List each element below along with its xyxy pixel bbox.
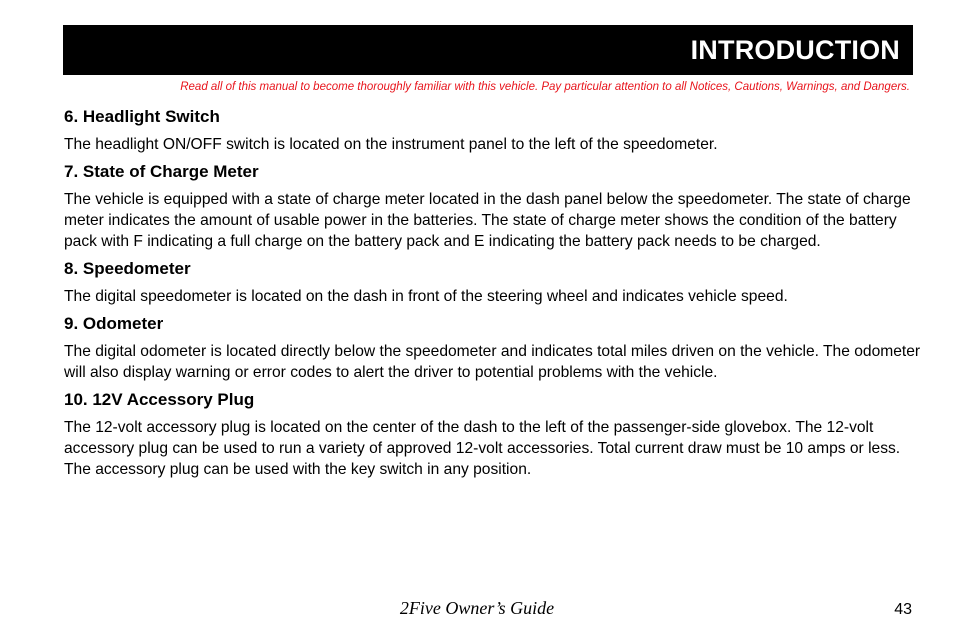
section-heading: 6. Headlight Switch (64, 107, 220, 126)
page-title: INTRODUCTION (690, 35, 900, 65)
section-body: The vehicle is equipped with a state of charge meter located in the dash panel below the speedometer. The state of charge meter indicates the amount of usable power in the batteries. The state of charge meter shows the condition of the battery pack with F indicating a full charge on the battery pack and E indicating the battery pack needs to be charged. (64, 191, 911, 250)
section-body: The 12-volt accessory plug is located on the center of the dash to the left of the passenger-side glovebox. The 12-volt accessory plug can be used to run a variety of approved 12-volt accessories. Total current draw must be 10 amps or less. The accessory plug can be used with the key switch in any position. (64, 419, 901, 478)
section-accessory-plug (64, 389, 924, 480)
page-number: 43 (894, 601, 912, 618)
section-body: The digital odometer is located directly below the speedometer and indicates total miles driven on the vehicle. The odometer will also display warning or error codes to alert the driver to potential problems with the vehicle. (64, 343, 921, 381)
section-headlight-switch (64, 106, 924, 155)
section-heading: 8. Speedometer (64, 259, 191, 278)
section-body: The headlight ON/OFF switch is located on the instrument panel to the left of the speedometer. (64, 136, 718, 153)
section-heading: 9. Odometer (64, 314, 164, 333)
section-speedometer (64, 258, 924, 307)
safety-notice: Read all of this manual to become thoroughly familiar with this vehicle. Pay particular attention to all Notices, Cautions, Warnings, and Dangers. (180, 81, 910, 93)
footer-guide-title: 2Five Owner’s Guide (399, 598, 555, 618)
section-state-of-charge-meter (64, 161, 924, 252)
section-heading: 10. 12V Accessory Plug (64, 390, 255, 409)
section-header-bar (63, 25, 913, 75)
section-heading: 7. State of Charge Meter (64, 162, 259, 181)
section-odometer (64, 313, 924, 383)
manual-content (64, 106, 924, 480)
section-body: The digital speedometer is located on the dash in front of the steering wheel and indicates vehicle speed. (64, 288, 788, 305)
